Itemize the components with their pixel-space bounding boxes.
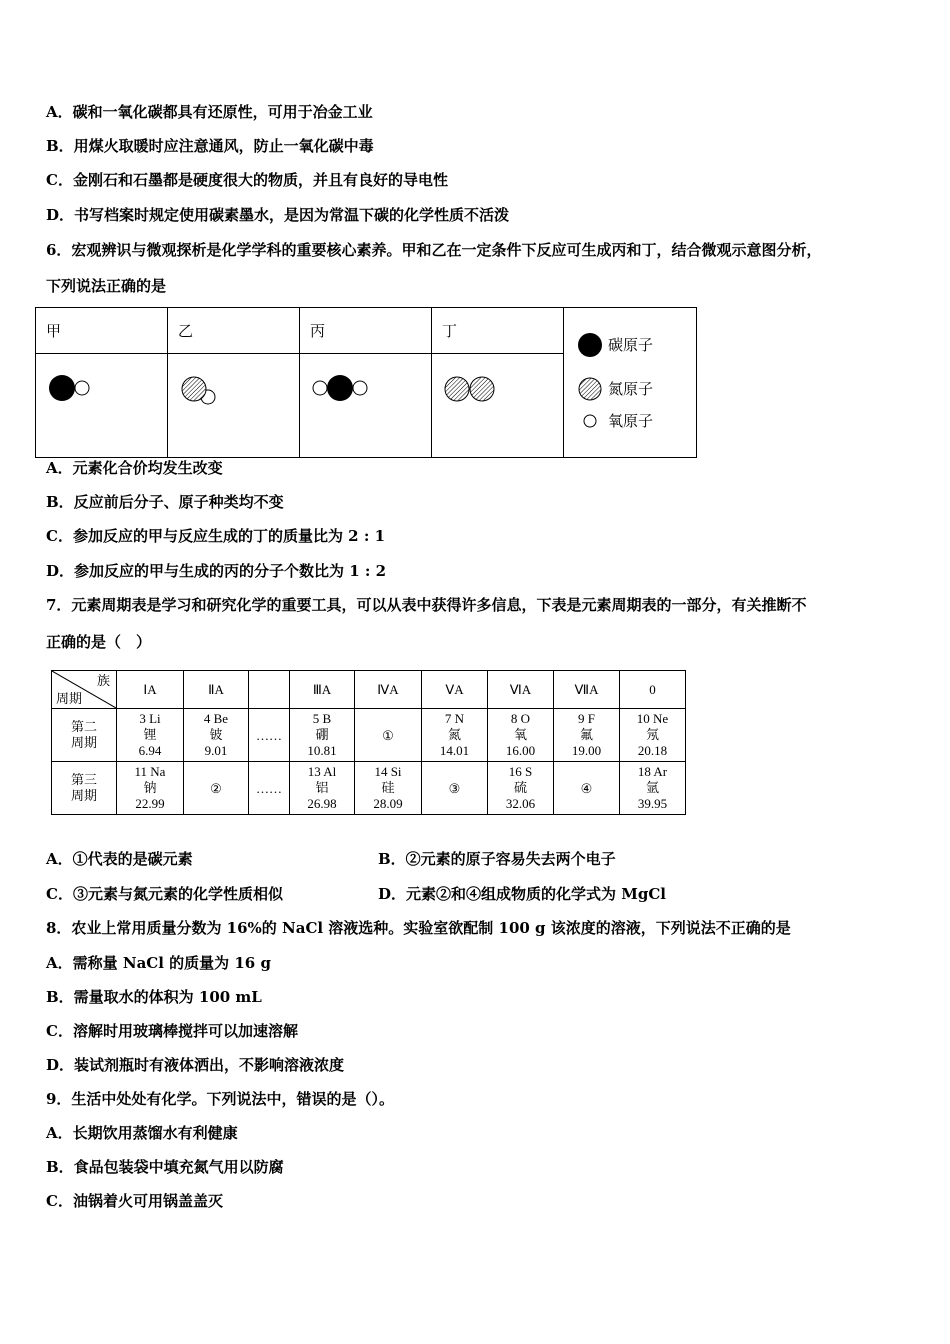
unknown-element-1: ① <box>355 709 422 762</box>
co-molecule-icon <box>36 354 167 453</box>
unknown-element-2: ② <box>184 762 249 815</box>
q7-option-a: A．①代表的是碳元素 <box>46 850 193 868</box>
element-b: 5 B 硼 10.81 <box>290 709 355 762</box>
molecule-diagram-table <box>35 307 697 458</box>
group-header: ⅣA <box>355 671 422 709</box>
molecule-ding <box>432 354 564 458</box>
q6-stem-line2: 下列说法正确的是 <box>46 277 167 295</box>
element-ne: 10 Ne 氖 20.18 <box>620 709 686 762</box>
q5-option-a: A．碳和一氧化碳都具有还原性，可用于冶金工业 <box>46 103 373 121</box>
q8-option-c: C．溶解时用玻璃棒搅拌可以加速溶解 <box>46 1022 298 1040</box>
nitrogen-atom-icon <box>576 376 604 402</box>
corner-period-label: 周期 <box>56 691 83 706</box>
q8-option-a: A．需称量 NaCl 的质量为 16 g <box>46 954 271 972</box>
group-header: ⅥA <box>488 671 554 709</box>
q5-option-b: B．用煤火取暖时应注意通风，防止一氧化碳中毒 <box>46 137 374 155</box>
q8-stem: 8．农业上常用质量分数为 16%的 NaCl 溶液选种。实验室欲配制 100 g 该浓度的溶液，下列说法不正确的是 <box>46 919 791 937</box>
molecule-jia <box>36 354 168 458</box>
corner-group-label: 族 <box>96 673 110 688</box>
q8-option-d: D．装试剂瓶时有液体洒出，不影响溶液浓度 <box>46 1056 345 1074</box>
element-ar: 18 Ar 氩 39.95 <box>620 762 686 815</box>
element-al: 13 Al 铝 26.98 <box>290 762 355 815</box>
group-header: ⅠA <box>117 671 184 709</box>
periodic-table <box>51 670 686 815</box>
period-label: 第三 周期 <box>52 762 117 815</box>
legend-nitrogen: 氮原子 <box>576 376 696 402</box>
q7-option-b: B．②元素的原子容易失去两个电子 <box>378 850 616 868</box>
header-ding: 丁 <box>432 308 564 354</box>
ellipsis-cell: …… <box>249 762 290 815</box>
carbon-atom-icon <box>576 332 604 358</box>
element-n: 7 N 氮 14.01 <box>422 709 488 762</box>
group-header: 0 <box>620 671 686 709</box>
q9-option-b: B．食品包装袋中填充氮气用以防腐 <box>46 1158 284 1176</box>
ellipsis-cell: …… <box>249 709 290 762</box>
q7-option-c: C．③元素与氮元素的化学性质相似 <box>46 885 283 903</box>
molecule-bing <box>300 354 432 458</box>
element-li: 3 Li 锂 6.94 <box>117 709 184 762</box>
group-header: ⅦA <box>554 671 620 709</box>
q5-option-d: D．书写档案时规定使用碳素墨水，是因为常温下碳的化学性质不活泼 <box>46 206 510 224</box>
q7-stem-line1: 7．元素周期表是学习和研究化学的重要工具，可以从表中获得许多信息，下表是元素周期表的一部分，有关推断不 <box>46 596 807 614</box>
period-2-row <box>52 709 686 762</box>
header-bing: 丙 <box>300 308 432 354</box>
period-3-row <box>52 762 686 815</box>
legend-carbon: 碳原子 <box>576 332 696 358</box>
element-f: 9 F 氟 19.00 <box>554 709 620 762</box>
q7-stem-line2: 正确的是（ ） <box>46 633 152 651</box>
no-molecule-icon <box>168 354 299 453</box>
group-header: ⅢA <box>290 671 355 709</box>
q9-stem: 9．生活中处处有化学。下列说法中，错误的是（）。 <box>46 1090 394 1108</box>
q9-option-a: A．长期饮用蒸馏水有利健康 <box>46 1124 238 1142</box>
group-header <box>249 671 290 709</box>
q6-option-d: D．参加反应的甲与生成的丙的分子个数比为 1 : 2 <box>46 562 387 580</box>
atom-legend <box>564 308 697 458</box>
q6-option-b: B．反应前后分子、原子种类均不变 <box>46 493 284 511</box>
unknown-element-4: ④ <box>554 762 620 815</box>
q9-option-c: C．油锅着火可用锅盖盖灭 <box>46 1192 223 1210</box>
element-na: 11 Na 钠 22.99 <box>117 762 184 815</box>
element-be: 4 Be 铍 9.01 <box>184 709 249 762</box>
unknown-element-3: ③ <box>422 762 488 815</box>
q6-option-c: C．参加反应的甲与反应生成的丁的质量比为 2 : 1 <box>46 527 386 545</box>
oxygen-atom-icon <box>576 408 604 434</box>
group-header: ⅤA <box>422 671 488 709</box>
q8-option-b: B．需量取水的体积为 100 mL <box>46 988 262 1006</box>
header-yi: 乙 <box>168 308 300 354</box>
corner-cell <box>52 671 117 709</box>
molecule-yi <box>168 354 300 458</box>
element-si: 14 Si 硅 28.09 <box>355 762 422 815</box>
q7-option-d: D．元素②和④组成物质的化学式为 MgCl <box>378 885 666 903</box>
header-jia: 甲 <box>36 308 168 354</box>
n2-molecule-icon <box>432 354 563 453</box>
q5-option-c: C．金刚石和石墨都是硬度很大的物质，并且有良好的导电性 <box>46 171 448 189</box>
q6-stem-line1: 6．宏观辨识与微观探析是化学学科的重要核心素养。甲和乙在一定条件下反应可生成丙和丁，结合微观示意图分析， <box>46 241 822 259</box>
element-o: 8 O 氧 16.00 <box>488 709 554 762</box>
legend-oxygen: 氧原子 <box>576 408 696 434</box>
q6-option-a: A．元素化合价均发生改变 <box>46 459 223 477</box>
element-s: 16 S 硫 32.06 <box>488 762 554 815</box>
group-header: ⅡA <box>184 671 249 709</box>
period-label: 第二 周期 <box>52 709 117 762</box>
co2-molecule-icon <box>300 354 431 453</box>
